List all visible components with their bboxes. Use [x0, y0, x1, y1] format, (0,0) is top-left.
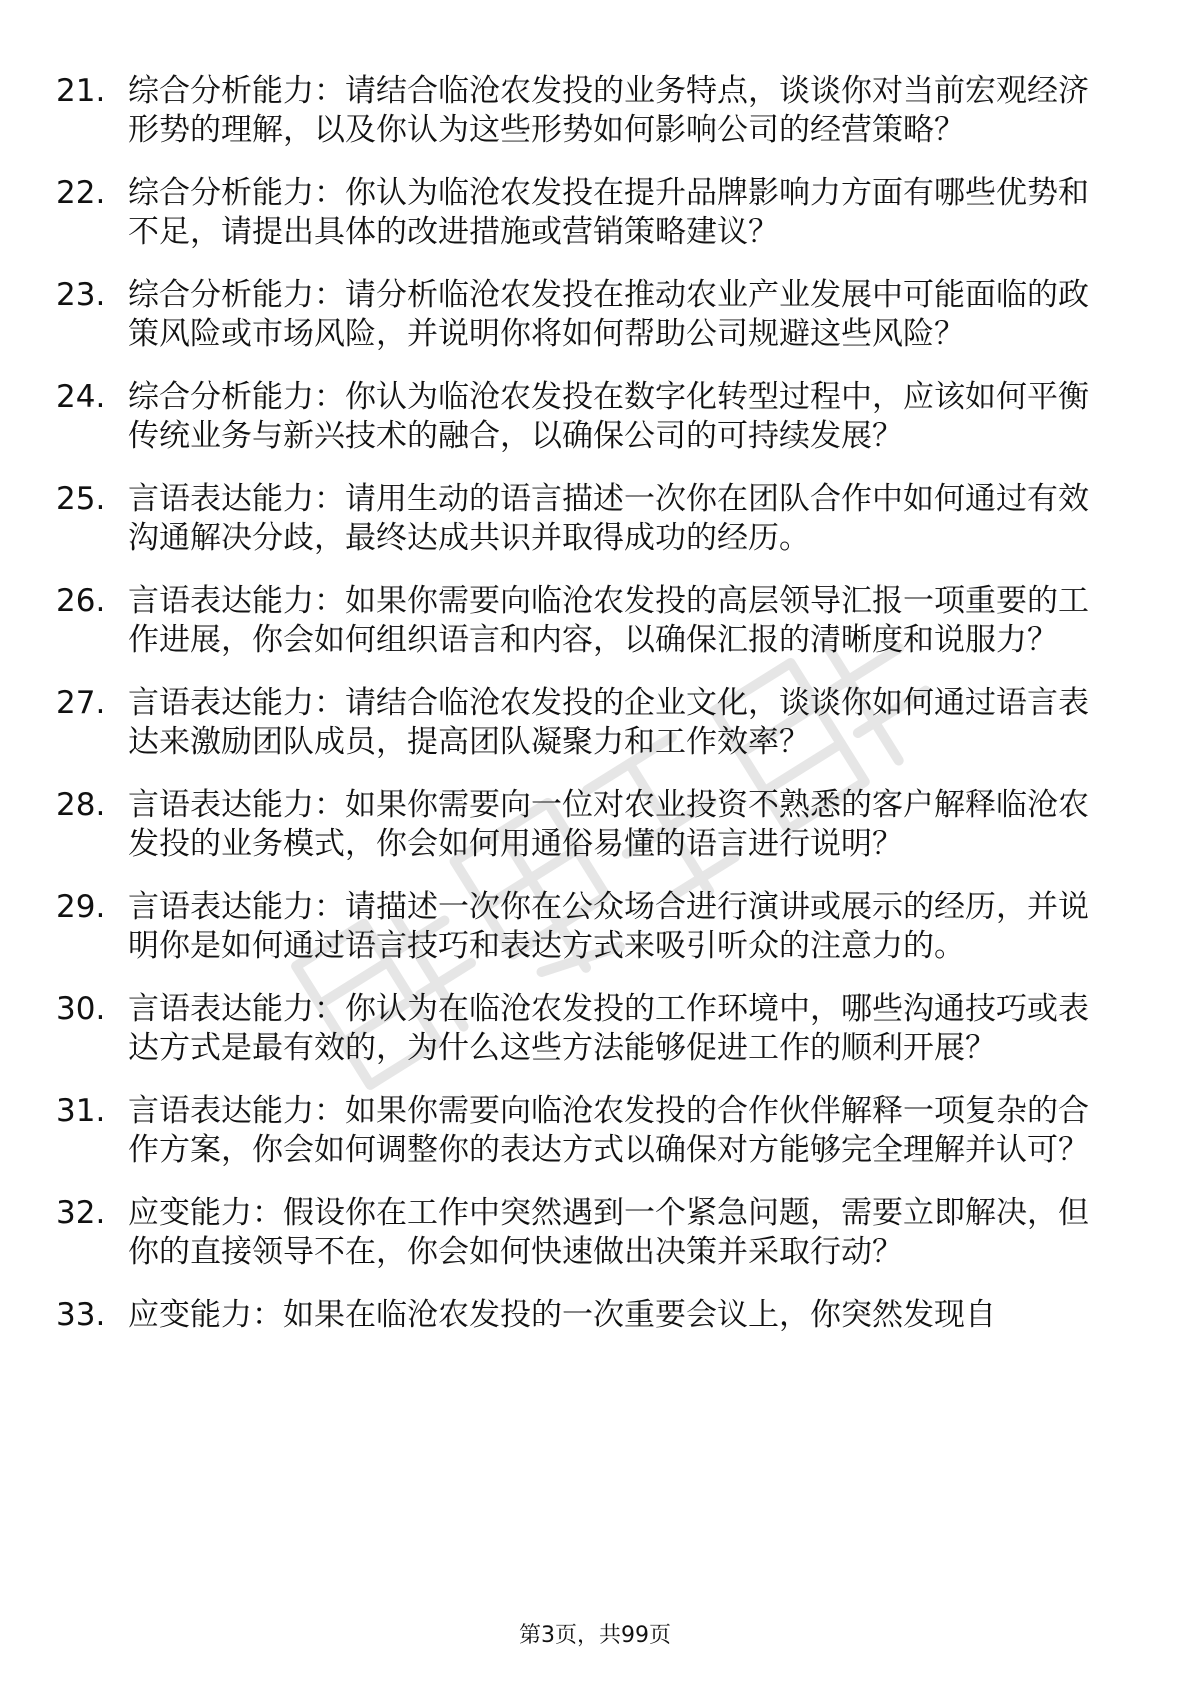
question-text: 言语表达能力：你认为在临沧农发投的工作环境中，哪些沟通技巧或表达方式是最有效的，为什么这些方法能够促进工作的顺利开展？	[128, 991, 1089, 1066]
question-item	[56, 378, 1116, 456]
question-item	[56, 72, 1116, 150]
question-text: 综合分析能力：请分析临沧农发投在推动农业产业发展中可能面临的政策风险或市场风险，并说明你将如何帮助公司规避这些风险？	[128, 277, 1089, 352]
question-number: 30.	[56, 991, 106, 1027]
question-item	[56, 480, 1116, 558]
question-text: 综合分析能力：你认为临沧农发投在数字化转型过程中，应该如何平衡传统业务与新兴技术的融合，以确保公司的可持续发展？	[128, 379, 1089, 454]
question-number: 24.	[56, 379, 106, 415]
question-number: 27.	[56, 685, 106, 721]
question-number: 33.	[56, 1297, 106, 1333]
question-number: 32.	[56, 1195, 106, 1231]
question-item	[56, 684, 1116, 762]
question-text: 应变能力：如果在临沧农发投的一次重要会议上，你突然发现自	[128, 1297, 996, 1333]
question-text: 言语表达能力：请用生动的语言描述一次你在团队合作中如何通过有效沟通解决分歧，最终达成共识并取得成功的经历。	[128, 481, 1089, 556]
question-number: 25.	[56, 481, 106, 517]
question-number: 29.	[56, 889, 106, 925]
question-text: 综合分析能力：请结合临沧农发投的业务特点，谈谈你对当前宏观经济形势的理解，以及你认为这些形势如何影响公司的经营策略？	[128, 73, 1089, 148]
question-item	[56, 888, 1116, 966]
page-number: 第3页，共99页	[519, 1623, 671, 1648]
question-item	[56, 786, 1116, 864]
question-number: 23.	[56, 277, 106, 313]
question-item	[56, 990, 1116, 1068]
question-text: 应变能力：假设你在工作中突然遇到一个紧急问题，需要立即解决，但你的直接领导不在，你会如何快速做出决策并采取行动？	[128, 1195, 1089, 1270]
question-item	[56, 1296, 1116, 1335]
question-text: 言语表达能力：如果你需要向临沧农发投的合作伙伴解释一项复杂的合作方案，你会如何调整你的表达方式以确保对方能够完全理解并认可？	[128, 1093, 1089, 1168]
question-text: 言语表达能力：请描述一次你在公众场合进行演讲或展示的经历，并说明你是如何通过语言技巧和表达方式来吸引听众的注意力的。	[128, 889, 1089, 964]
question-number: 26.	[56, 583, 106, 619]
question-item	[56, 276, 1116, 354]
question-item	[56, 1194, 1116, 1272]
question-item	[56, 1092, 1116, 1170]
question-text: 言语表达能力：如果你需要向一位对农业投资不熟悉的客户解释临沧农发投的业务模式，你会如何用通俗易懂的语言进行说明？	[128, 787, 1089, 862]
question-number: 31.	[56, 1093, 106, 1129]
question-item	[56, 582, 1116, 660]
question-list	[56, 72, 1116, 1359]
question-number: 21.	[56, 73, 106, 109]
question-text: 言语表达能力：如果你需要向临沧农发投的高层领导汇报一项重要的工作进展，你会如何组织语言和内容，以确保汇报的清晰度和说服力？	[128, 583, 1089, 658]
question-item	[56, 174, 1116, 252]
question-text: 综合分析能力：你认为临沧农发投在提升品牌影响力方面有哪些优势和不足，请提出具体的改进措施或营销策略建议？	[128, 175, 1089, 250]
question-text: 言语表达能力：请结合临沧农发投的企业文化，谈谈你如何通过语言表达来激励团队成员，提高团队凝聚力和工作效率？	[128, 685, 1089, 760]
question-number: 22.	[56, 175, 106, 211]
question-number: 28.	[56, 787, 106, 823]
